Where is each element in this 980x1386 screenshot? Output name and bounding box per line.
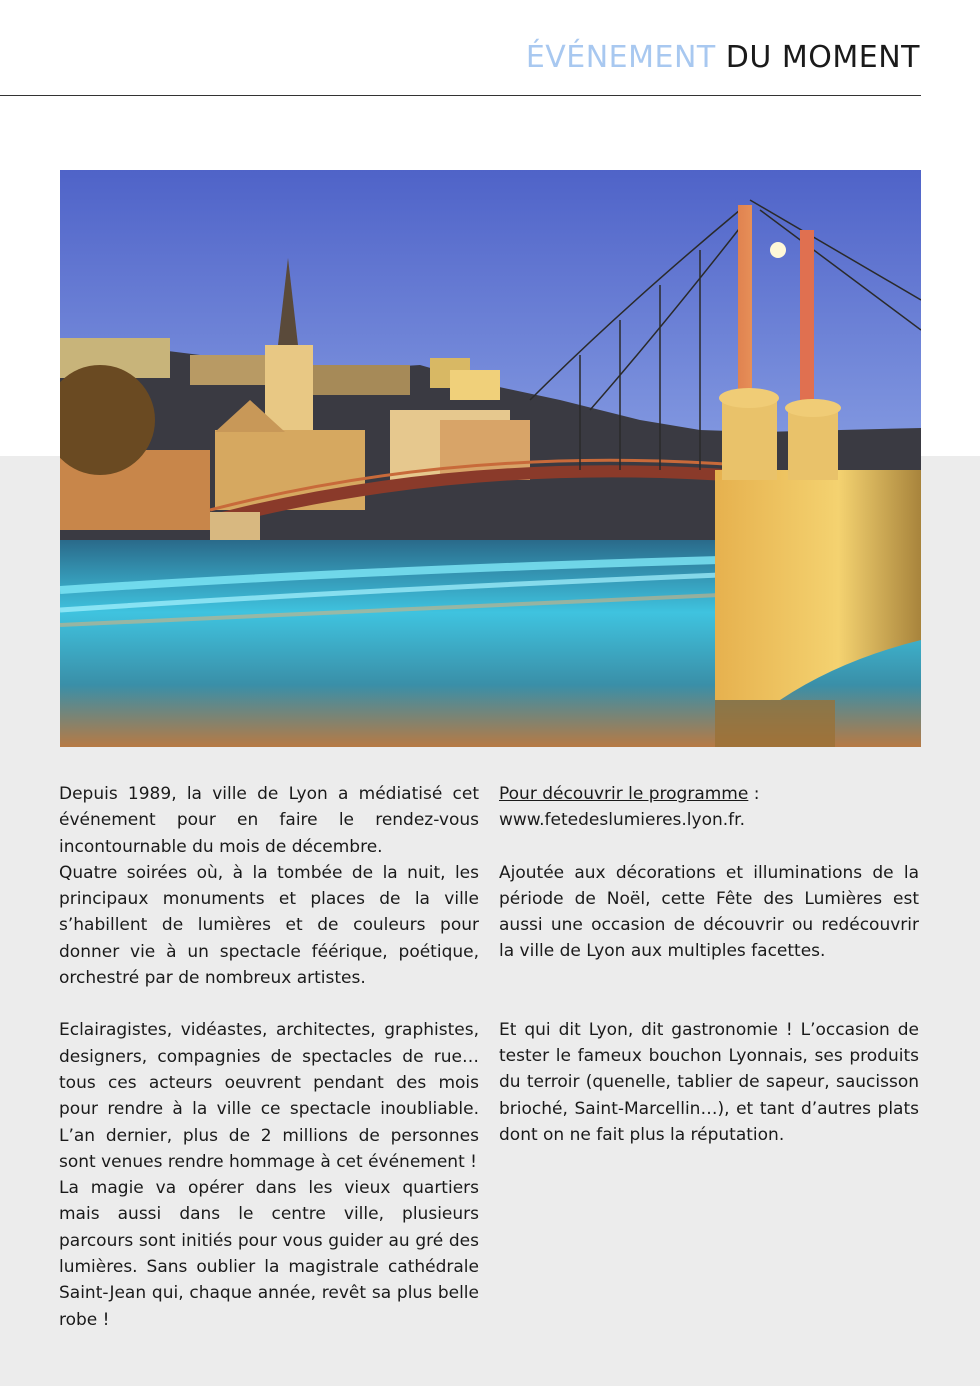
- photo-illustration: [60, 170, 921, 747]
- right-text-column: [499, 781, 919, 1148]
- right-paragraph-2: Ajoutée aux décorations et illuminations de la période de Noël, cette Fête des Lumières est aussi une occasion de découvrir ou redécouvrir la ville de Lyon aux multiples facettes.: [499, 862, 919, 962]
- program-link-suffix: :: [748, 784, 760, 804]
- program-link[interactable]: Pour découvrir le programme: [499, 784, 749, 804]
- header-divider: [0, 95, 921, 96]
- program-url[interactable]: www.fetedeslumieres.lyon.fr.: [499, 810, 745, 831]
- left-paragraph-2: Quatre soirées où, à la tombée de la nuit, les principaux monuments et places de la ville s’habillent de lumières et de couleurs pour donner vie à un spectacle féérique, poétique, orchestré par de nombreux artistes.: [59, 862, 479, 989]
- left-paragraph-4: La magie va opérer dans les vieux quartiers mais aussi dans le centre ville, plusieurs parcours sont initiés pour vous guider au gré des lumières. Sans oublier la magistrale cathédrale Saint-Jean qui, chaque année, revêt sa plus belle robe !: [59, 1178, 479, 1330]
- program-line: [499, 781, 919, 807]
- right-paragraph-3: Et qui dit Lyon, dit gastronomie ! L’occasion de tester le fameux bouchon Lyonnais, ses produits du terroir (quenelle, tablier de sapeur, saucisson brioché, Saint-Marcellin…), et tant d’autres plats dont on ne fait plus la réputation.: [499, 1019, 919, 1145]
- left-text-column: [59, 781, 479, 1333]
- lyon-night-bridge-photo: [60, 170, 921, 747]
- page-title-accent: ÉVÉNEMENT: [525, 40, 716, 75]
- page-title-rest: DU MOMENT: [725, 40, 920, 75]
- left-paragraph-1: Depuis 1989, la ville de Lyon a médiatisé cet événement pour en faire le rendez-vous incontournable du mois de décembre.: [59, 784, 479, 857]
- page-title: [526, 40, 920, 75]
- left-paragraph-3: Eclairagistes, vidéastes, architectes, graphistes, designers, compagnies de spectacles de rue… tous ces acteurs oeuvrent pendant des mois pour rendre à la ville ce spectacle inoubliable. L’an dernier, plus de 2 millions de personnes sont venues rendre hommage à cet événement !: [59, 1020, 479, 1172]
